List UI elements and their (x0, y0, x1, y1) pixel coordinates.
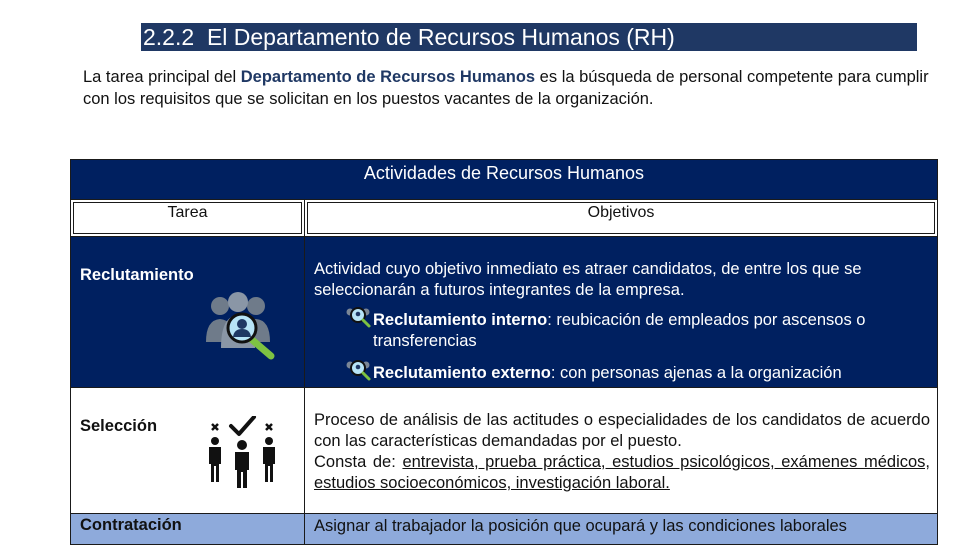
objective-cell-reclutamiento (305, 237, 938, 388)
table-title (71, 160, 938, 200)
objective-cell-contratacion (305, 514, 938, 545)
task-label-seleccion: Selección (80, 417, 158, 435)
column-header-objectives-label: Objetivos (307, 202, 935, 234)
column-header-task-label: Tarea (73, 202, 302, 234)
section-heading (141, 23, 917, 51)
task-cell-reclutamiento (71, 237, 305, 388)
task-cell-contratacion (71, 514, 305, 545)
intro-bold-term: Departamento de Recursos Humanos (240, 68, 536, 86)
consta-paragraph (314, 452, 930, 494)
table-row-reclutamiento (71, 237, 938, 388)
objective-text-reclutamiento: Actividad cuyo objetivo inmediato es atraer candidatos, de entre los que se seleccionarán a futuros integrantes de la empresa. (314, 260, 862, 299)
bullet-search-icon (344, 305, 372, 331)
objective-text-contratacion: Asignar al trabajador la posición que ocupará y las condiciones laborales (314, 517, 847, 535)
intro-paragraph (83, 66, 933, 110)
task-cell-seleccion (71, 388, 305, 514)
objective-cell-seleccion (305, 388, 938, 514)
bullet-text-externo: : con personas ajenas a la organización (550, 364, 842, 382)
objective-text-seleccion: Proceso de análisis de las actitudes o especialidades de los candidatos de acuerdo con las características demandadas por el puesto. (314, 411, 930, 450)
table-row-contratacion (71, 514, 938, 545)
consta-label: Consta de: (314, 453, 403, 471)
intro-text-end: es la búsqueda de personal competente para cumplir con los requisitos que se solicitan en los puestos vacantes de la organización. (83, 68, 929, 108)
table-row-seleccion (71, 388, 938, 514)
bullet-bold-interno: Reclutamiento interno (373, 311, 548, 329)
selection-people-icon (204, 416, 280, 488)
bullet-reclutamiento-externo (314, 363, 930, 384)
bullet-reclutamiento-interno (314, 310, 930, 352)
intro-text-start: La tarea principal del (83, 68, 241, 86)
bullet-text-interno: : reubicación de empleados por ascensos o transferencias (373, 311, 866, 350)
section-number: 2.2.2 (143, 24, 195, 50)
column-header-task (71, 200, 305, 237)
bullet-search-icon (344, 358, 372, 384)
activities-table (70, 159, 938, 545)
search-people-icon (204, 292, 280, 360)
consta-items: entrevista, prueba práctica, estudios psicológicos, exámenes médicos, estudios socioeconómicos, investigación laboral. (314, 453, 930, 492)
section-title: El Departamento de Recursos Humanos (RH) (206, 24, 675, 50)
table-title-text: Actividades de Recursos Humanos (363, 163, 645, 183)
column-header-objectives (305, 200, 938, 237)
task-label-contratacion: Contratación (80, 516, 182, 534)
task-label-reclutamiento: Reclutamiento (80, 266, 194, 284)
bullet-bold-externo: Reclutamiento externo (373, 364, 551, 382)
